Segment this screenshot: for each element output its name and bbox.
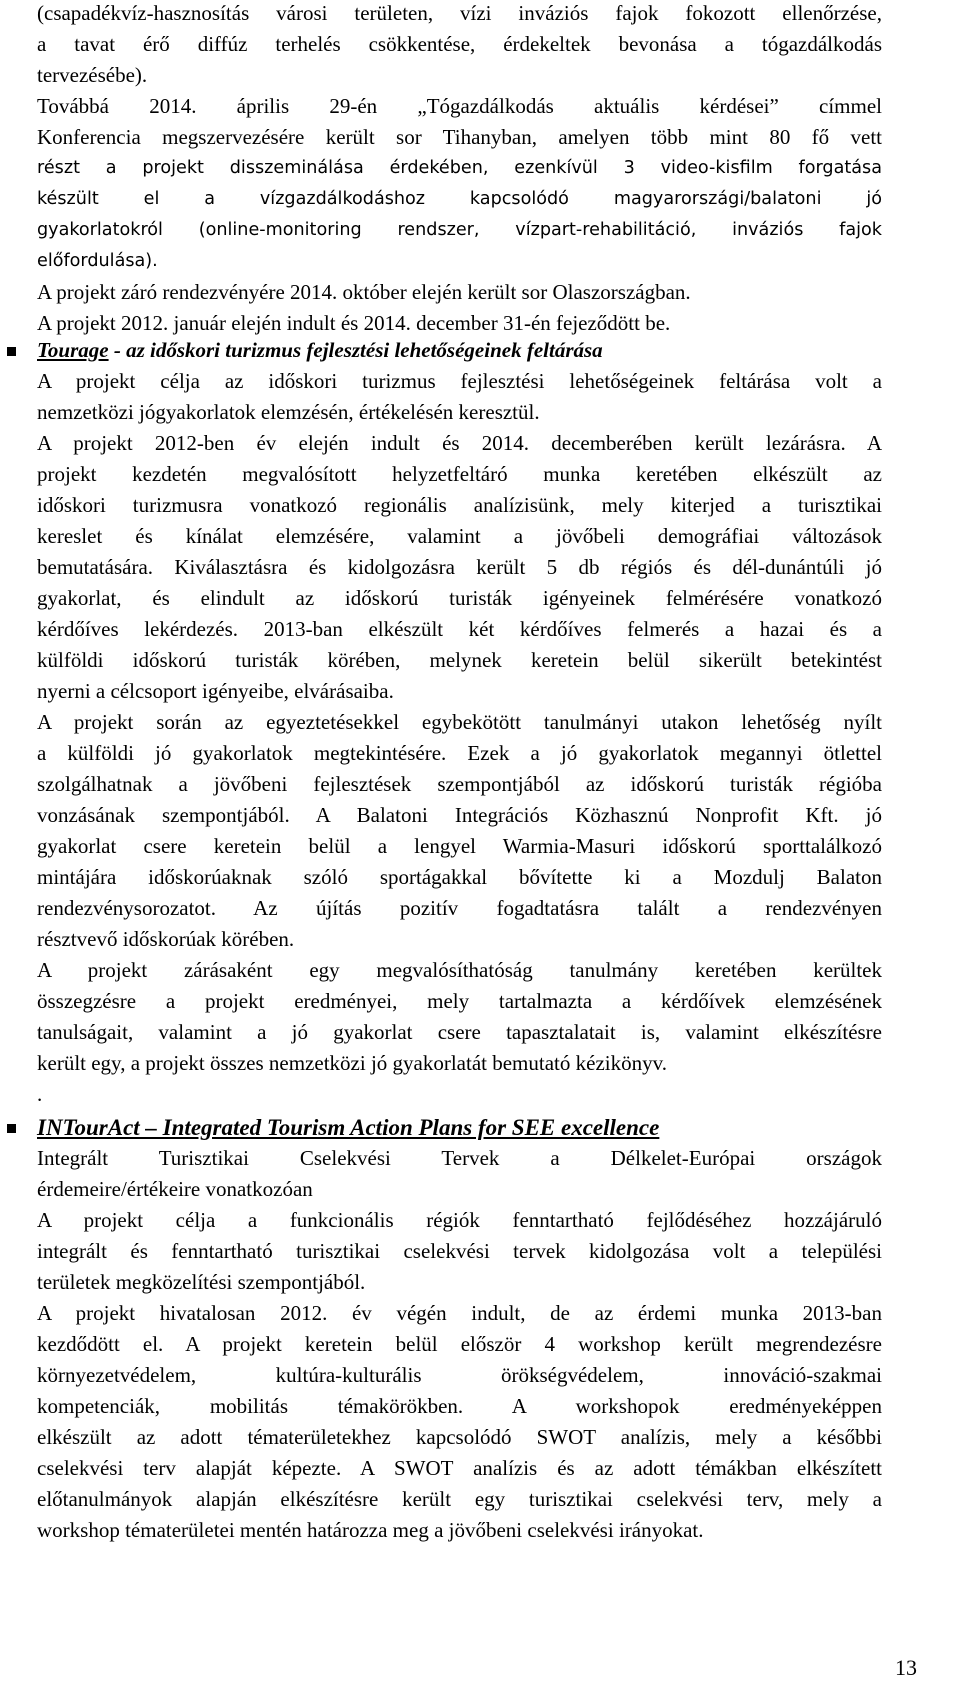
tourage-line: nemzetközi jógyakorlatok elemzésén, értékelésén keresztül.: [37, 400, 540, 424]
intouract-line: integrált és fenntartható turisztikai cselekvési tervek kidolgozása volt a települési: [37, 1239, 882, 1263]
intouract-line: workshop tématerületei mentén határozza meg a jövőbeni cselekvési irányokat.: [37, 1518, 704, 1542]
tourage-line: a külföldi jó gyakorlatok megtekintésére. Ezek a jó gyakorlatok megannyi ötlettel: [37, 741, 882, 765]
page-number: 13: [895, 1655, 917, 1680]
tourage-line: A projekt 2012-ben év elején indult és 2014. decemberében került lezárásra. A: [37, 431, 882, 455]
intouract-line: kompetenciák, mobilitás témakörökben. A workshopok eredményeképpen: [37, 1394, 882, 1418]
intouract-line: területek megközelítési szempontjából.: [37, 1270, 366, 1294]
intro-line: A projekt záró rendezvényére 2014. október elején került sor Olaszországban.: [37, 280, 691, 304]
tourage-heading: [37, 335, 882, 366]
intouract-line: Integrált Turisztikai Cselekvési Tervek a Délkelet-Európai országok: [37, 1146, 882, 1170]
tourage-line: gyakorlat, és elindult az időskorú turisták igényeinek felmérésére vonatkozó: [37, 586, 882, 610]
tourage-line: nyerni a célcsoport igényeibe, elvárásaiba.: [37, 679, 394, 703]
intouract-body: [37, 1143, 882, 1546]
tourage-line: projekt kezdetén megvalósított helyzetfeltáró munka keretében elkészült az: [37, 462, 882, 486]
intro-line: Konferencia megszervezésére került sor Tihanyban, amelyen több mint 80 fő vett: [37, 125, 882, 149]
tourage-bullet-icon: [7, 347, 16, 356]
tourage-line: gyakorlat csere keretein belül a lengyel Warmia-Masuri időskorú sporttalálkozó: [37, 834, 882, 858]
tourage-line: külföldi időskorú turisták körében, melynek keretein belül sikerült betekintést: [37, 648, 882, 672]
intro-line: részt a projekt disszeminálása érdekében, ezenkívül 3 video-kisfilm forgatása: [37, 158, 882, 178]
intouract-line: előtanulmányok alapján elkészítésre került egy turisztikai cselekvési terv, mely a: [37, 1487, 882, 1511]
tourage-line: .: [37, 1082, 43, 1106]
intouract-line: érdemeire/értékeire vonatkozóan: [37, 1177, 313, 1201]
intouract-line: A projekt célja a funkcionális régiók fenntartható fejlődéséhez hozzájáruló: [37, 1208, 882, 1232]
intro-line: (csapadékvíz-hasznosítás városi területen, vízi inváziós fajok fokozott ellenőrzése,: [37, 1, 882, 25]
intouract-line: elkészült az adott tématerületekhez kapcsolódó SWOT analízis, mely a későbbi: [37, 1425, 882, 1449]
tourage-line: időskori turizmusra vonatkozó regionális analízisünk, mely kiterjed a turisztikai: [37, 493, 882, 517]
tourage-line: mintájára időskorúaknak szóló sportágakkal bővítette ki a Mozdulj Balaton: [37, 865, 882, 889]
intro-line: előfordulása).: [37, 251, 158, 271]
tourage-line: kérdőíves lekérdezés. 2013-ban elkészült két kérdőíves felmerés a hazai és a: [37, 617, 882, 641]
intouract-title: INTourAct – Integrated Tourism Action Plans for SEE excellence: [37, 1115, 660, 1140]
tourage-title-name: Tourage: [37, 338, 109, 362]
intouract-line: kezdődött el. A projekt keretein belül először 4 workshop került megrendezésre: [37, 1332, 882, 1356]
tourage-line: rendezvénysorozatot. Az újítás pozitív fogadtatásra talált a rendezvényen: [37, 896, 882, 920]
tourage-line: került egy, a projekt összes nemzetközi jó gyakorlatát bemutató kézikönyv.: [37, 1051, 667, 1075]
intro-line: A projekt 2012. január elején indult és 2014. december 31-én fejeződött be.: [37, 311, 671, 335]
intro-line: a tavat érő diffúz terhelés csökkentése, érdekeltek bevonása a tógazdálkodás: [37, 32, 882, 56]
intouract-line: környezetvédelem, kultúra-kulturális örökségvédelem, innováció-szakmai: [37, 1363, 882, 1387]
intouract-line: cselekvési terv alapját képezte. A SWOT analízis és az adott témákban elkészített: [37, 1456, 882, 1480]
tourage-line: A projekt zárásaként egy megvalósíthatóság tanulmány keretében kerültek: [37, 958, 882, 982]
intouract-heading: [37, 1112, 882, 1143]
tourage-line: bemutatására. Kiválasztásra és kidolgozásra került 5 db régiós és dél-dunántúli jó: [37, 555, 882, 579]
intro-paragraph: [37, 0, 882, 339]
tourage-line: A projekt során az egyeztetésekkel egybekötött tanulmányi utakon lehetőség nyílt: [37, 710, 882, 734]
intro-line: Továbbá 2014. április 29-én „Tógazdálkodás aktuális kérdései” címmel: [37, 94, 882, 118]
intouract-line: A projekt hivatalosan 2012. év végén indult, de az érdemi munka 2013-ban: [37, 1301, 882, 1325]
tourage-title-rest: - az időskori turizmus fejlesztési lehetőségeinek feltárása: [108, 338, 603, 362]
intro-line: gyakorlatokról (online-monitoring rendszer, vízpart-rehabilitáció, inváziós fajok: [37, 220, 882, 240]
intro-line: készült el a vízgazdálkodáshoz kapcsolódó magyarországi/balatoni jó: [37, 189, 882, 209]
tourage-line: tanulságait, valamint a jó gyakorlat csere tapasztalatait is, valamint elkészítésre: [37, 1020, 882, 1044]
tourage-line: összegzésre a projekt eredményei, mely tartalmazta a kérdőívek elemzésének: [37, 989, 882, 1013]
intouract-bullet-icon: [7, 1124, 16, 1133]
tourage-line: kereslet és kínálat elemzésére, valamint a jövőbeli demográfiai változások: [37, 524, 882, 548]
intro-line: tervezésébe).: [37, 63, 148, 87]
tourage-line: vonzásának szempontjából. A Balatoni Integrációs Közhasznú Nonprofit Kft. jó: [37, 803, 882, 827]
tourage-line: résztvevő időskorúak körében.: [37, 927, 295, 951]
tourage-line: A projekt célja az időskori turizmus fejlesztési lehetőségeinek feltárása volt a: [37, 369, 882, 393]
tourage-body: [37, 366, 882, 1110]
tourage-line: szolgálhatnak a jövőbeni fejlesztések szempontjából az időskorú turisták régióba: [37, 772, 882, 796]
